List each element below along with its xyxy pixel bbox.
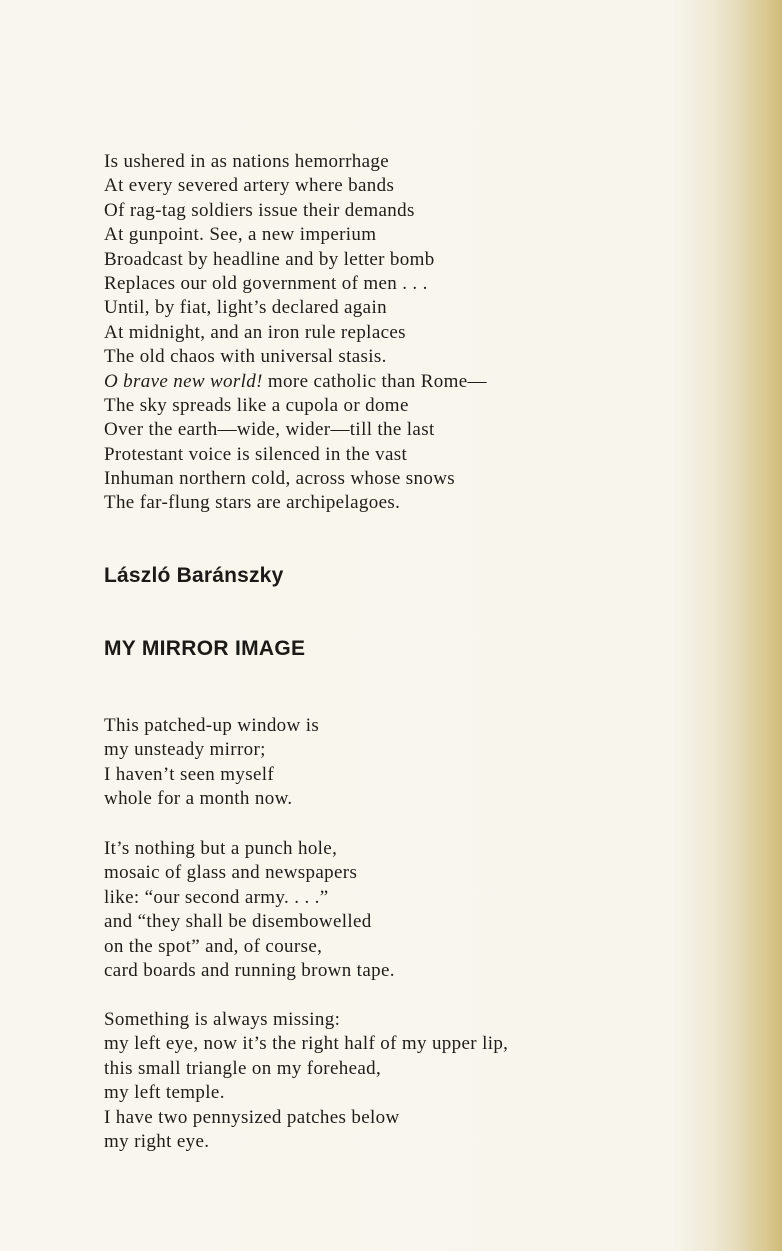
poem-line: Inhuman northern cold, across whose snows: [104, 468, 456, 490]
poem-line: Broadcast by headline and by letter bomb: [104, 248, 435, 270]
poem-title: MY MIRROR IMAGE: [104, 637, 306, 660]
poem-line: Over the earth—wide, wider—till the last: [104, 419, 435, 441]
poem-stanza-2: [104, 837, 395, 983]
author-name: László Baránszky: [104, 564, 284, 587]
poem-stanza-3: [104, 1008, 508, 1154]
poem-line: mosaic of glass and newspapers: [104, 862, 358, 884]
page-edge-shadow: [742, 0, 782, 1251]
poem-line: Is ushered in as nations hemorrhage: [104, 151, 390, 172]
poem-line: The sky spreads like a cupola or dome: [104, 394, 409, 416]
poem-line: Until, by fiat, light’s declared again: [104, 297, 387, 319]
italic-line-rest: more catholic than Rome—: [262, 370, 487, 392]
poem-line: card boards and running brown tape.: [104, 959, 395, 981]
poem-line: my left eye, now it’s the right half of my upper lip,: [104, 1033, 509, 1055]
poem-line: The far-flung stars are archipelagoes.: [104, 492, 401, 514]
poem-line: whole for a month now.: [104, 788, 293, 810]
italic-phrase: O brave new world!: [104, 370, 263, 392]
poem-line-italic-exclamation: [104, 370, 487, 394]
poem-stanza-1: [104, 714, 319, 812]
poem-line: I haven’t seen myself: [104, 763, 275, 785]
poem-line: my unsteady mirror;: [104, 739, 266, 761]
poem-line: this small triangle on my forehead,: [104, 1057, 382, 1079]
poem-line: Replaces our old government of men . . .: [104, 272, 428, 294]
poem-line: At gunpoint. See, a new imperium: [104, 224, 377, 246]
poem-line: Of rag-tag soldiers issue their demands: [104, 199, 415, 221]
poem-line: Something is always missing:: [104, 1009, 341, 1030]
poem-line: I have two pennysized patches below: [104, 1106, 400, 1128]
poem-line: Protestant voice is silenced in the vast: [104, 443, 408, 465]
continuation-stanza: [104, 150, 487, 516]
poem-line: The old chaos with universal stasis.: [104, 346, 387, 368]
poem-line: like: “our second army. . . .”: [104, 886, 329, 908]
poem-line: At every severed artery where bands: [104, 175, 395, 197]
poem-line: At midnight, and an iron rule replaces: [104, 321, 406, 343]
poem-line: my left temple.: [104, 1082, 225, 1104]
poem-line: It’s nothing but a punch hole,: [104, 838, 338, 859]
poem-line: and “they shall be disembowelled: [104, 911, 372, 933]
poem-line: my right eye.: [104, 1130, 210, 1152]
poem-line: on the spot” and, of course,: [104, 935, 323, 957]
poem-line: This patched-up window is: [104, 715, 320, 736]
